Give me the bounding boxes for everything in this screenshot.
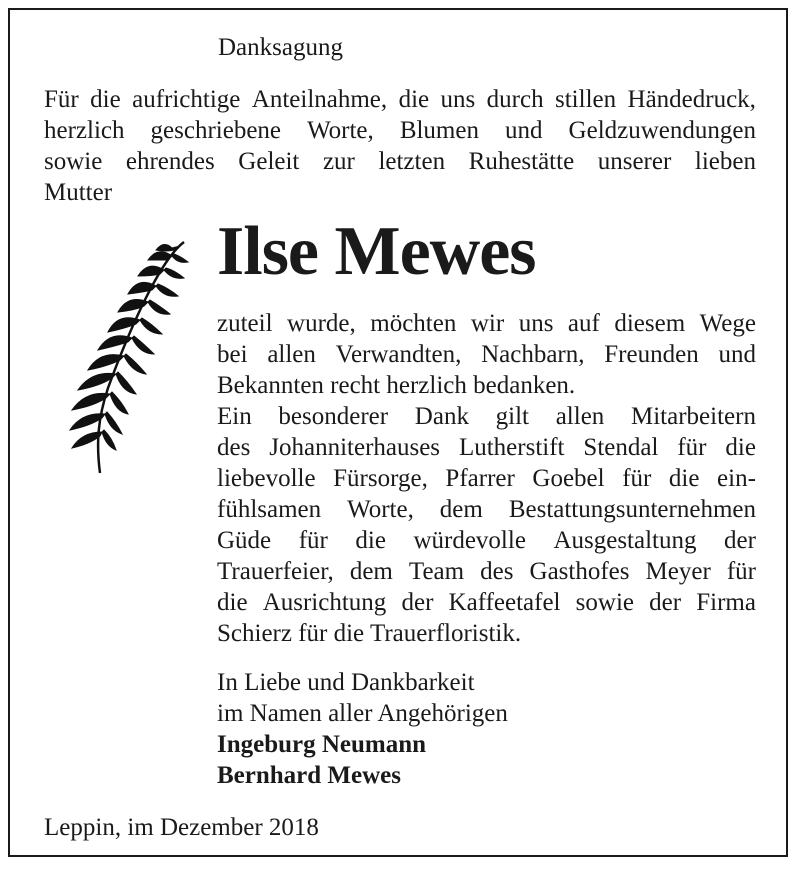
word: diesem	[614, 310, 686, 337]
word: besonderer	[278, 403, 389, 430]
word: sowie	[44, 148, 103, 175]
intro-line-2	[44, 115, 756, 146]
body-line-8	[217, 525, 756, 556]
word: Worte,	[347, 496, 414, 523]
word: wir	[470, 310, 505, 337]
word: Nachbarn,	[481, 341, 585, 368]
word: uns	[518, 310, 554, 337]
word: Für	[44, 86, 79, 113]
word: Lutherstift	[458, 434, 565, 461]
word: Ein	[217, 403, 252, 430]
word: uns	[440, 86, 476, 113]
word: Team	[408, 558, 465, 585]
word: die	[355, 527, 386, 554]
word: Goebel	[532, 465, 605, 492]
body-line-4	[217, 401, 756, 432]
word: liebevolle	[217, 465, 316, 492]
body-line-1	[217, 308, 756, 339]
word: ehrendes	[125, 148, 215, 175]
word: Ausrichtung	[262, 589, 387, 616]
word: stillen	[555, 86, 617, 113]
word: die	[668, 465, 700, 492]
word: Händedruck,	[627, 86, 756, 113]
word: Ausgestaltung	[553, 527, 697, 554]
word: Ruhestätte	[468, 148, 575, 175]
word: Wege	[699, 310, 756, 337]
body-line-3: Bekannten recht herzlich bedanken.	[217, 372, 576, 399]
word: Johanniterhauses	[269, 434, 441, 461]
word: zur	[322, 148, 355, 175]
body-line-7	[217, 494, 756, 525]
intro-line-1	[44, 84, 756, 115]
word: Worte,	[307, 117, 374, 144]
place-date: Leppin, im Dezember 2018	[44, 814, 319, 841]
word: wurde,	[287, 310, 356, 337]
body-line-11: Schierz für die Trauerfloristik.	[217, 620, 522, 647]
word: unserer	[597, 148, 672, 175]
word: für	[622, 465, 652, 492]
word: lieben	[694, 148, 756, 175]
word: Fürsorge,	[333, 465, 428, 492]
word: letzten	[378, 148, 446, 175]
word: zuteil	[217, 310, 273, 337]
word: herzlich	[44, 117, 125, 144]
word: allen	[267, 341, 316, 368]
word: und	[505, 117, 543, 144]
word: der	[724, 527, 756, 554]
word: Gasthofes	[529, 558, 630, 585]
word: aufrichtige	[132, 86, 241, 113]
word: die	[90, 86, 121, 113]
word: dem	[349, 558, 393, 585]
word: der	[401, 589, 434, 616]
word: des	[480, 558, 514, 585]
word: möchten	[370, 310, 457, 337]
word: Bestattungsunternehmen	[508, 496, 756, 523]
word: auf	[567, 310, 600, 337]
word: die	[217, 589, 248, 616]
word: für	[677, 434, 707, 461]
word: und	[718, 341, 756, 368]
intro-line-4: Mutter	[44, 179, 113, 206]
word: Pfarrer	[445, 465, 515, 492]
word: geschriebene	[150, 117, 282, 144]
deceased-name: Ilse Mewes	[217, 213, 536, 290]
word: Trauerfeier,	[217, 558, 334, 585]
word: fühlsamen	[217, 496, 322, 523]
signatory-2: Bernhard Mewes	[217, 762, 401, 789]
word: Dank	[414, 403, 469, 430]
word: würdevolle	[413, 527, 526, 554]
word: Stendal	[583, 434, 659, 461]
closing-line-1: In Liebe und Dankbarkeit	[217, 669, 475, 696]
word: für	[726, 558, 756, 585]
word: für	[298, 527, 328, 554]
word: allen	[555, 403, 605, 430]
word: sowie	[575, 589, 634, 616]
signatory-1: Ingeburg Neumann	[217, 731, 427, 758]
word: ein-	[717, 465, 756, 492]
intro-line-3	[44, 146, 756, 177]
word: der	[649, 589, 682, 616]
body-line-10	[217, 587, 756, 618]
word: Mitarbeitern	[631, 403, 756, 430]
body-line-9	[217, 556, 756, 587]
word: Kaffeetafel	[448, 589, 561, 616]
closing-line-2: im Namen aller Angehörigen	[217, 700, 508, 727]
word: Geleit	[238, 148, 300, 175]
body-line-2	[217, 339, 756, 370]
word: bei	[217, 341, 248, 368]
word: Verwandten,	[335, 341, 462, 368]
heading: Danksagung	[218, 34, 343, 61]
word: Freunden	[604, 341, 699, 368]
word: Geldzuwendungen	[568, 117, 756, 144]
palm-frond-icon	[60, 238, 195, 478]
word: Meyer	[645, 558, 711, 585]
word: durch	[486, 86, 544, 113]
body-line-5	[217, 432, 756, 463]
word: Güde	[217, 527, 272, 554]
word: Firma	[696, 589, 756, 616]
word: die	[725, 434, 756, 461]
body-line-6	[217, 463, 756, 494]
word: Blumen	[399, 117, 479, 144]
word: Anteilnahme,	[251, 86, 388, 113]
word: die	[398, 86, 430, 113]
word: gilt	[495, 403, 529, 430]
word: des	[217, 434, 251, 461]
word: dem	[439, 496, 483, 523]
